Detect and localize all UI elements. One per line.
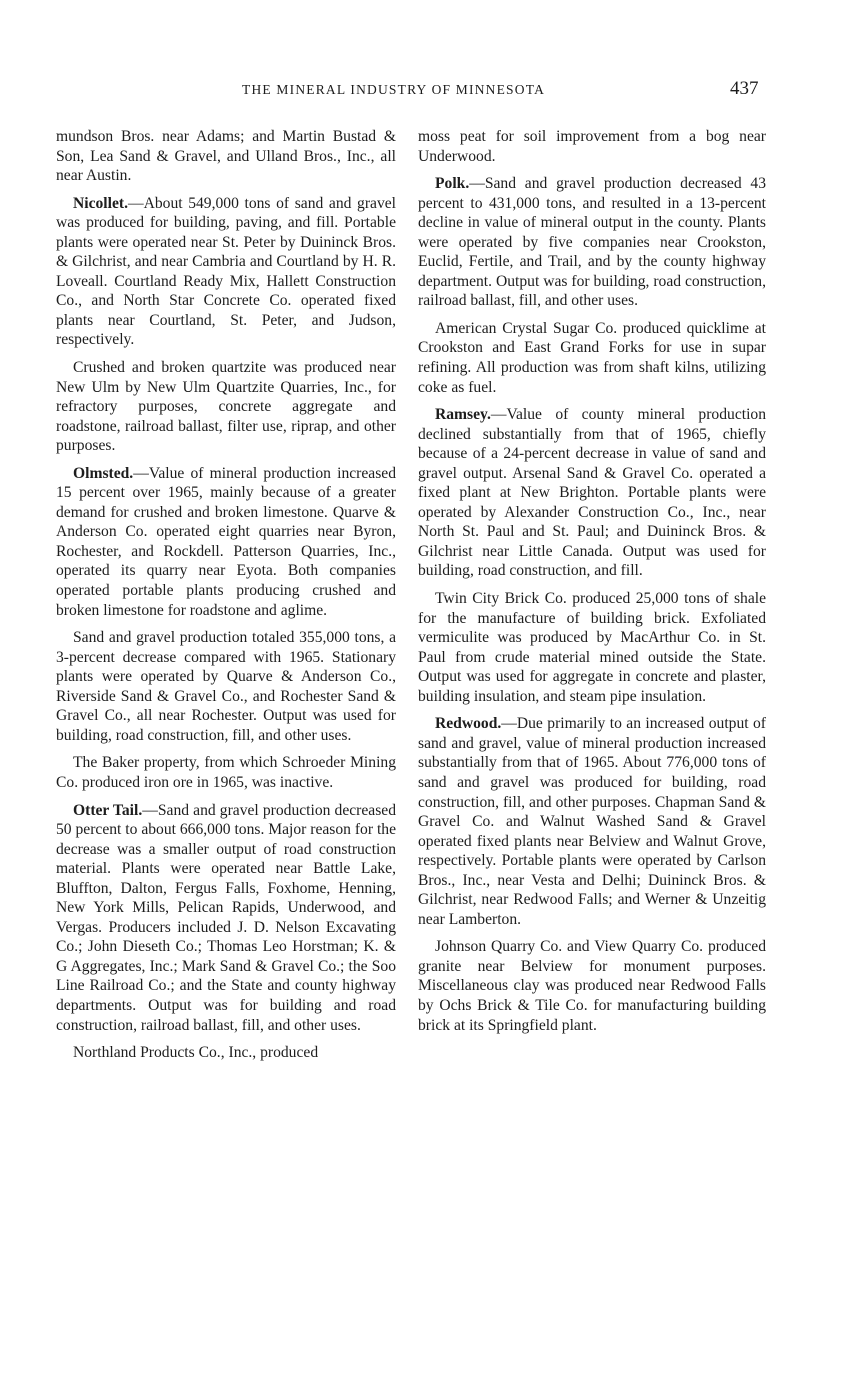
olmsted-text: —Value of mineral production increased 15 percent over 1965, mainly because of a greater demand for crushed and broken limestone. Quarve & Anderson Co. operated eight quarries near Byron, Rochester, and Rockdell. Patterson Quarries, Inc., operated its quarry near Eyota. Both companies operated portable plants producing crushed and broken limestone for roadstone and aglime.	[56, 464, 396, 619]
ramsey-text: —Value of county mineral production declined substantially from that of 1965, chiefly because of a 24-percent decrease in value of sand and gravel output. Arsenal Sand & Gravel Co. operated a fixed plant at New Brighton. Portable plants were operated by Alexander Construction Co., Inc., near North St. Paul and St. Paul; and Duininck Bros. & Gilchrist near Little Canada. Output was used for building, road construction, and fill.	[418, 406, 766, 580]
polk-text: —Sand and gravel production decreased 43 percent to 431,000 tons, and resulted in a 13-percent decline in value of mineral output in the county. Plants were operated by five companies near Crookston, Euclid, Fertile, and Trail, and by the county highway department. Output was for building, road construction, railroad ballast, fill, and other uses.	[418, 175, 766, 310]
right-column	[418, 127, 766, 1043]
continued-paragraph: mundson Bros. near Adams; and Martin Bustad & Son, Lea Sand & Gravel, and Ulland Bros., Inc., all near Austin.	[56, 128, 396, 185]
running-header	[0, 80, 867, 104]
page-number: 437	[730, 78, 759, 99]
county-heading-olmsted: Olmsted.	[73, 464, 134, 482]
redwood-text: —Due primarily to an increased output of sand and gravel, value of mineral production increased substantially from that of 1965. About 776,000 tons of sand and gravel was produced for building, road construction, fill, and other purposes. Chapman Sand & Gravel Co. and Walnut Washed Sand & Gravel operated fixed plants near Belview and Walnut Grove, respectively. Portable plants were operated by Carlson Bros., Inc., near Vesta and Delhi; Duininck Bros. & Gilchrist, near Redwood Falls; and Werner & Unzeitig near Lamberton.	[418, 715, 766, 928]
polk-paragraph	[418, 174, 766, 311]
county-heading-redwood: Redwood.	[435, 715, 502, 733]
nicollet-text: —About 549,000 tons of sand and gravel was produced for building, paving, and fill. Portable plants were operated near St. Peter by Duininck Bros. & Gilchrist, and near Cambria and Courtland by H. R. Loveall. Courtland Ready Mix, Hallett Construction Co., and North Star Concrete Co. operated fixed plants near Courtland, St. Peter, and Judson, respectively.	[56, 194, 396, 349]
olmsted-sand-gravel-paragraph: Sand and gravel production totaled 355,000 tons, a 3-percent decrease compared with 1965. Stationary plants were operated by Quarve & Anderson Co., Riverside Sand & Gravel Co., and Rochester Sand & Gravel Co., all near Rochester. Output was used for building, road construction, fill, and other uses.	[56, 629, 396, 744]
nicollet-paragraph	[56, 194, 396, 350]
running-title: THE MINERAL INDUSTRY OF MINNESOTA	[242, 82, 546, 97]
polk-quicklime-paragraph: American Crystal Sugar Co. produced quicklime at Crookston and East Grand Forks for use in supar refining. All production was from shaft kilns, utilizing coke as fuel.	[418, 319, 766, 396]
county-heading-ramsey: Ramsey.	[435, 406, 491, 424]
left-column	[56, 127, 396, 1063]
olmsted-baker-paragraph: The Baker property, from which Schroeder Mining Co. produced iron ore in 1965, was inactive.	[56, 754, 396, 791]
ramsey-brick-paragraph: Twin City Brick Co. produced 25,000 tons of shale for the manufacture of building brick. Exfoliated vermiculite was produced by MacArthur Co. in St. Paul from crude material mined outside the State. Output was used for aggregate in concrete and plaster, building insulation, and steam pipe insulation.	[418, 590, 766, 705]
olmsted-paragraph	[56, 464, 396, 620]
redwood-paragraph	[418, 714, 766, 929]
ramsey-paragraph	[418, 405, 766, 581]
county-heading-nicollet: Nicollet.	[73, 194, 128, 212]
nicollet-quartzite-paragraph: Crushed and broken quartzite was produced near New Ulm by New Ulm Quartzite Quarries, Inc., for refractory purposes, concrete aggregate and roadstone, railroad ballast, filter use, riprap, and other purposes.	[56, 359, 396, 455]
continued-paragraph: moss peat for soil improvement from a bog near Underwood.	[418, 128, 766, 165]
county-heading-ottertail: Otter Tail.	[73, 801, 143, 819]
county-heading-polk: Polk.	[435, 175, 470, 193]
ottertail-northland-paragraph: Northland Products Co., Inc., produced	[73, 1044, 319, 1062]
ottertail-paragraph	[56, 801, 396, 1036]
ottertail-text: —Sand and gravel production decreased 50 percent to about 666,000 tons. Major reason for the decrease was a smaller output of road construction material. Plants were operated near Battle Lake, Bluffton, Dalton, Fergus Falls, Foxhome, Henning, New York Mills, Pelican Rapids, Underwood, and Vergas. Producers included J. D. Nelson Excavating Co.; John Dieseth Co.; Thomas Leo Horstman; K. & G Aggregates, Inc.; Mark Sand & Gravel Co.; the Soo Line Railroad Co.; and the State and county highway departments. Output was for building and road construction, railroad ballast, fill, and other uses.	[56, 801, 396, 1034]
redwood-granite-paragraph: Johnson Quarry Co. and View Quarry Co. produced granite near Belview for monument purposes. Miscellaneous clay was produced near Redwood Falls by Ochs Brick & Tile Co. for manufacturing building brick at its Springfield plant.	[418, 938, 766, 1034]
